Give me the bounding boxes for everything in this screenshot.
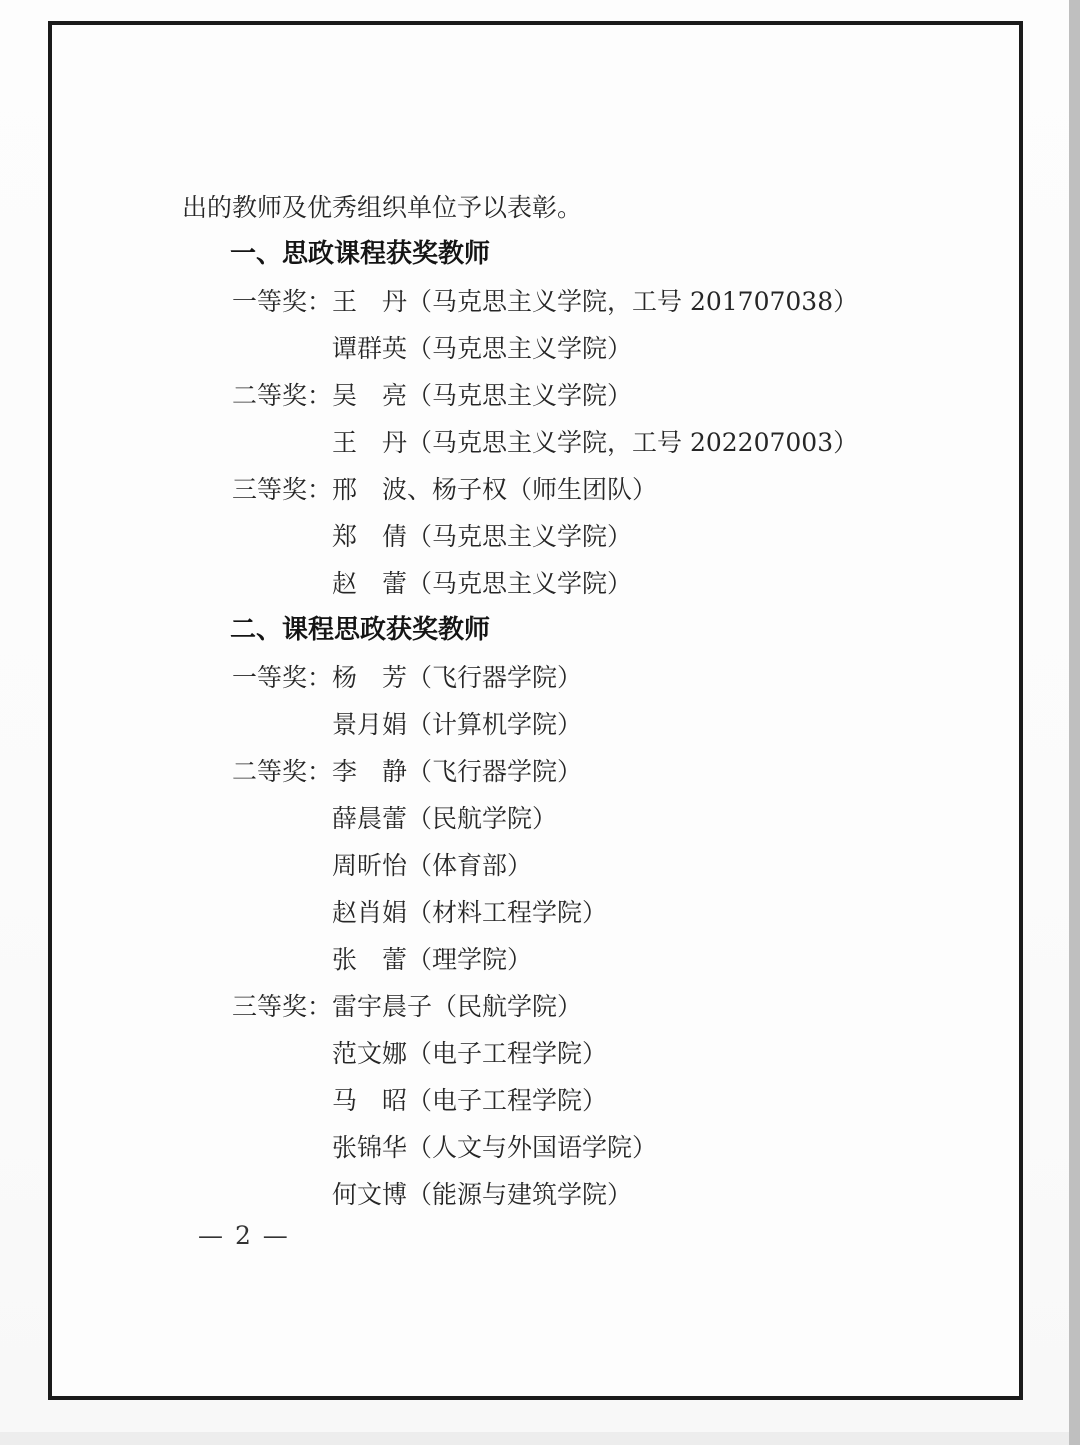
award-entry: 谭群英（马克思主义学院） [332, 334, 633, 363]
scan-right-edge [1069, 0, 1080, 1445]
award-label: 一等奖： [232, 663, 333, 692]
award-entry: 赵 蕾（马克思主义学院） [332, 569, 633, 598]
award-entry: 范文娜（电子工程学院） [332, 1039, 608, 1068]
scan-bottom-edge [0, 1432, 1080, 1445]
award-label: 三等奖： [232, 992, 333, 1021]
award-label: 三等奖： [232, 475, 333, 504]
award-line-third-prize [0, 466, 1080, 513]
award-entry: 吴 亮（马克思主义学院） [332, 381, 633, 410]
award-line-third-prize [0, 983, 1080, 1030]
award-line-second-prize [0, 372, 1080, 419]
page-number: — 2 — [198, 1221, 290, 1250]
award-entry: 杨 芳（飞行器学院） [332, 663, 583, 692]
section-2-heading: 二、课程思政获奖教师 [230, 615, 491, 645]
award-line-first-prize [0, 278, 1080, 325]
award-entry: 雷宇晨子（民航学院） [332, 992, 583, 1021]
award-entry: 薛晨蕾（民航学院） [332, 804, 558, 833]
award-line-second-prize [0, 748, 1080, 795]
award-line-first-prize [0, 654, 1080, 701]
award-entry: 周昕怡（体育部） [332, 851, 533, 880]
award-entry: 张锦华（人文与外国语学院） [332, 1133, 658, 1162]
award-entry: 郑 倩（马克思主义学院） [332, 522, 633, 551]
award-entry: 王 丹（马克思主义学院，工号 201707038） [332, 287, 859, 316]
award-label: 二等奖： [232, 381, 333, 410]
award-entry: 景月娟（计算机学院） [332, 710, 583, 739]
section-1-heading: 一、思政课程获奖教师 [230, 239, 491, 269]
award-label: 二等奖： [232, 757, 333, 786]
award-entry: 王 丹（马克思主义学院，工号 202207003） [332, 428, 859, 457]
award-entry: 何文博（能源与建筑学院） [332, 1180, 633, 1209]
award-entry: 赵肖娟（材料工程学院） [332, 898, 608, 927]
document-body [0, 184, 1080, 1218]
award-entry: 邢 波、杨子权（师生团队） [332, 475, 658, 504]
award-label: 一等奖： [232, 287, 333, 316]
intro-text: 出的教师及优秀组织单位予以表彰。 [182, 193, 583, 222]
award-entry: 张 蕾（理学院） [332, 945, 533, 974]
award-entry: 李 静（飞行器学院） [332, 757, 583, 786]
award-entry: 马 昭（电子工程学院） [332, 1086, 608, 1115]
